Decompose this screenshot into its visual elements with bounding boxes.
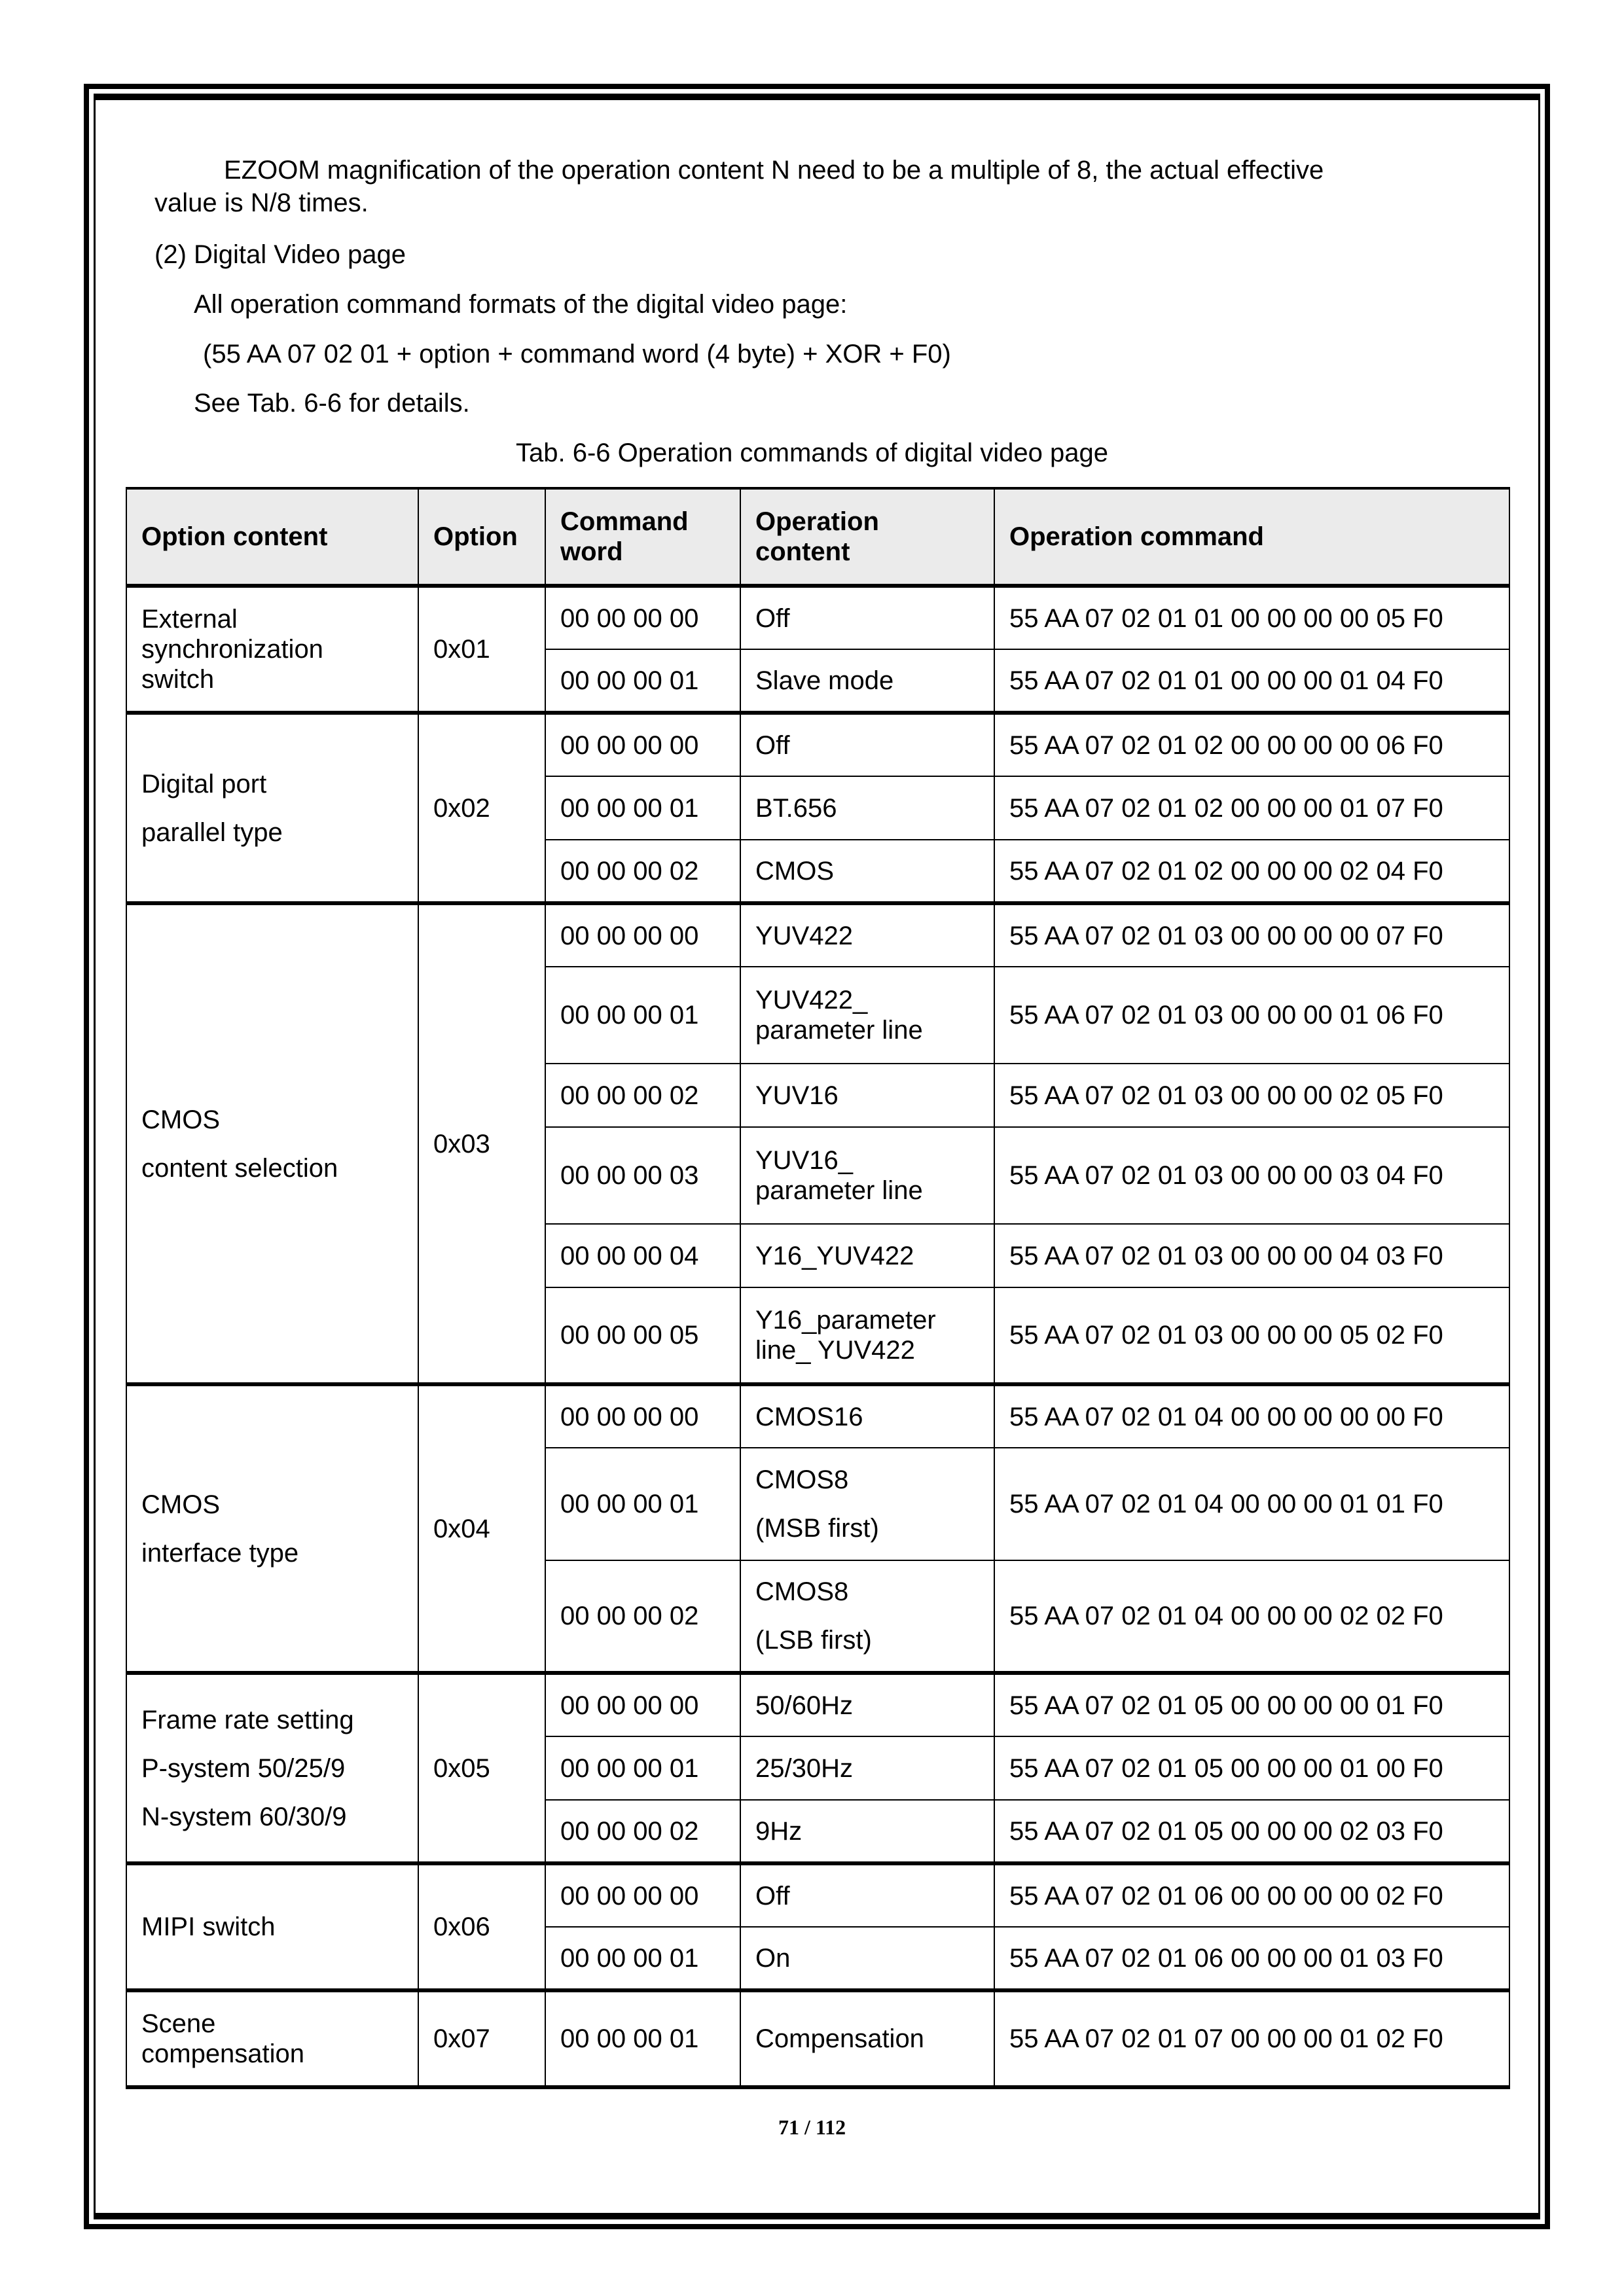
- format-intro: All operation command formats of the digital video page:: [194, 290, 848, 319]
- command-word-cell: 00 00 00 02: [545, 1064, 740, 1127]
- operation-command-cell: 55 AA 07 02 01 04 00 00 00 02 02 F0: [994, 1560, 1509, 1673]
- operation-command-cell: 55 AA 07 02 01 06 00 00 00 01 03 F0: [994, 1927, 1509, 1990]
- command-word-cell: 00 00 00 04: [545, 1224, 740, 1287]
- operation-content-line: (LSB first): [755, 1626, 872, 1655]
- option-cell: 0x07: [418, 1990, 545, 2087]
- see-table-note: See Tab. 6-6 for details.: [194, 389, 470, 418]
- option-content-line: P-system 50/25/9: [141, 1753, 346, 1783]
- table-row: [126, 1384, 1509, 1448]
- operation-command-cell: 55 AA 07 02 01 01 00 00 00 00 05 F0: [994, 586, 1509, 649]
- option-content-line: Frame rate setting: [141, 1705, 354, 1734]
- operation-content-line: YUV422_: [755, 986, 868, 1014]
- operation-command-cell: 55 AA 07 02 01 05 00 00 00 02 03 F0: [994, 1800, 1509, 1863]
- option-content-line: Scene: [141, 2009, 216, 2038]
- operation-command-cell: 55 AA 07 02 01 02 00 00 00 02 04 F0: [994, 840, 1509, 903]
- operation-content-cell: Off: [740, 1863, 994, 1927]
- operation-content-cell: [740, 1287, 994, 1384]
- option-cell: 0x05: [418, 1673, 545, 1863]
- option-content-line: N-system 60/30/9: [141, 1802, 347, 1831]
- operation-command-cell: 55 AA 07 02 01 03 00 00 00 02 05 F0: [994, 1064, 1509, 1127]
- operation-content-cell: Y16_YUV422: [740, 1224, 994, 1287]
- operation-content-cell: 25/30Hz: [740, 1736, 994, 1800]
- operation-commands-table: [126, 487, 1510, 2089]
- table-row: [126, 586, 1509, 649]
- operation-command-cell: 55 AA 07 02 01 01 00 00 00 01 04 F0: [994, 649, 1509, 713]
- operation-content-cell: CMOS: [740, 840, 994, 903]
- operation-content-cell: [740, 1560, 994, 1673]
- table-row: [126, 1673, 1509, 1736]
- operation-content-cell: [740, 967, 994, 1064]
- option-content-line: content selection: [141, 1153, 338, 1183]
- operation-content-line: (MSB first): [755, 1514, 879, 1543]
- option-content-line: compensation: [141, 2039, 305, 2068]
- operation-content-line: parameter line: [755, 1016, 923, 1045]
- table-row: [126, 1990, 1509, 2087]
- intro-paragraph-line1: EZOOM magnification of the operation content N need to be a multiple of 8, the actual effective: [224, 156, 1324, 185]
- command-word-cell: 00 00 00 01: [545, 1927, 740, 1990]
- operation-command-cell: 55 AA 07 02 01 04 00 00 00 00 00 F0: [994, 1384, 1509, 1448]
- operation-content-cell: Slave mode: [740, 649, 994, 713]
- command-word-cell: 00 00 00 01: [545, 776, 740, 840]
- option-content-cell: MIPI switch: [126, 1863, 418, 1990]
- intro-paragraph-line2: value is N/8 times.: [154, 188, 369, 217]
- table-row: [126, 1863, 1509, 1927]
- operation-content-line: CMOS8: [755, 1577, 849, 1606]
- option-content-line: CMOS: [141, 1490, 220, 1519]
- operation-command-cell: 55 AA 07 02 01 07 00 00 00 01 02 F0: [994, 1990, 1509, 2087]
- operation-content-cell: Compensation: [740, 1990, 994, 2087]
- header-option: Option: [418, 488, 545, 586]
- operation-content-line: parameter line: [755, 1176, 923, 1205]
- command-word-cell: 00 00 00 01: [545, 1736, 740, 1800]
- command-word-cell: 00 00 00 00: [545, 1384, 740, 1448]
- operation-command-cell: 55 AA 07 02 01 02 00 00 00 00 06 F0: [994, 713, 1509, 776]
- command-word-cell: 00 00 00 02: [545, 840, 740, 903]
- operation-command-cell: 55 AA 07 02 01 02 00 00 00 01 07 F0: [994, 776, 1509, 840]
- operation-command-cell: 55 AA 07 02 01 05 00 00 00 01 00 F0: [994, 1736, 1509, 1800]
- command-word-cell: 00 00 00 01: [545, 967, 740, 1064]
- operation-content-cell: Off: [740, 586, 994, 649]
- command-word-cell: 00 00 00 03: [545, 1127, 740, 1224]
- header-operation-command: Operation command: [994, 488, 1509, 586]
- table-row: [126, 903, 1509, 967]
- operation-content-cell: YUV16: [740, 1064, 994, 1127]
- operation-content-line: CMOS8: [755, 1465, 849, 1494]
- command-word-cell: 00 00 00 01: [545, 1448, 740, 1560]
- option-cell: 0x06: [418, 1863, 545, 1990]
- operation-command-cell: 55 AA 07 02 01 03 00 00 00 03 04 F0: [994, 1127, 1509, 1224]
- option-content-line: Digital port: [141, 769, 267, 798]
- command-word-cell: 00 00 00 02: [545, 1800, 740, 1863]
- table-caption: Tab. 6-6 Operation commands of digital video page: [516, 439, 1108, 467]
- operation-content-cell: YUV422: [740, 903, 994, 967]
- operation-command-cell: 55 AA 07 02 01 03 00 00 00 05 02 F0: [994, 1287, 1509, 1384]
- command-word-cell: 00 00 00 00: [545, 903, 740, 967]
- command-format: (55 AA 07 02 01 + option + command word (4 byte) + XOR + F0): [203, 340, 951, 368]
- header-option-content: Option content: [126, 488, 418, 586]
- operation-content-line: line_ YUV422: [755, 1336, 915, 1365]
- operation-command-cell: 55 AA 07 02 01 05 00 00 00 00 01 F0: [994, 1673, 1509, 1736]
- operation-content-cell: 50/60Hz: [740, 1673, 994, 1736]
- operation-content-line: Y16_parameter: [755, 1306, 936, 1335]
- operation-content-cell: On: [740, 1927, 994, 1990]
- operation-content-cell: Off: [740, 713, 994, 776]
- option-cell: 0x04: [418, 1384, 545, 1673]
- command-word-cell: 00 00 00 01: [545, 649, 740, 713]
- command-word-cell: 00 00 00 00: [545, 713, 740, 776]
- command-word-cell: 00 00 00 01: [545, 1990, 740, 2087]
- section-heading: (2) Digital Video page: [154, 240, 406, 269]
- operation-command-cell: 55 AA 07 02 01 03 00 00 00 00 07 F0: [994, 903, 1509, 967]
- operation-content-cell: CMOS16: [740, 1384, 994, 1448]
- option-content-cell: [126, 713, 418, 903]
- operation-content-cell: BT.656: [740, 776, 994, 840]
- operation-command-cell: 55 AA 07 02 01 03 00 00 00 04 03 F0: [994, 1224, 1509, 1287]
- option-content-line: interface type: [141, 1538, 299, 1568]
- table-row: [126, 713, 1509, 776]
- table-header-row: [126, 488, 1509, 586]
- operation-content-cell: 9Hz: [740, 1800, 994, 1863]
- operation-command-cell: 55 AA 07 02 01 03 00 00 00 01 06 F0: [994, 967, 1509, 1064]
- option-content-line: CMOS: [141, 1105, 220, 1134]
- option-cell: 0x01: [418, 586, 545, 713]
- option-content-cell: [126, 1673, 418, 1863]
- command-word-cell: 00 00 00 02: [545, 1560, 740, 1673]
- header-command-word: Command word: [545, 488, 740, 586]
- operation-content-cell: [740, 1127, 994, 1224]
- command-word-cell: 00 00 00 05: [545, 1287, 740, 1384]
- command-word-cell: 00 00 00 00: [545, 1673, 740, 1736]
- operation-command-cell: 55 AA 07 02 01 06 00 00 00 00 02 F0: [994, 1863, 1509, 1927]
- command-word-cell: 00 00 00 00: [545, 586, 740, 649]
- option-content-cell: [126, 903, 418, 1384]
- option-cell: 0x02: [418, 713, 545, 903]
- option-content-cell: [126, 1990, 418, 2087]
- page-number: 71 / 112: [778, 2115, 846, 2139]
- operation-command-cell: 55 AA 07 02 01 04 00 00 00 01 01 F0: [994, 1448, 1509, 1560]
- command-word-cell: 00 00 00 00: [545, 1863, 740, 1927]
- option-content-cell: External synchronization switch: [126, 586, 418, 713]
- operation-content-cell: [740, 1448, 994, 1560]
- option-content-cell: [126, 1384, 418, 1673]
- header-operation-content: Operation content: [740, 488, 994, 586]
- operation-content-line: YUV16_: [755, 1146, 853, 1175]
- option-content-line: parallel type: [141, 817, 283, 847]
- option-cell: 0x03: [418, 903, 545, 1384]
